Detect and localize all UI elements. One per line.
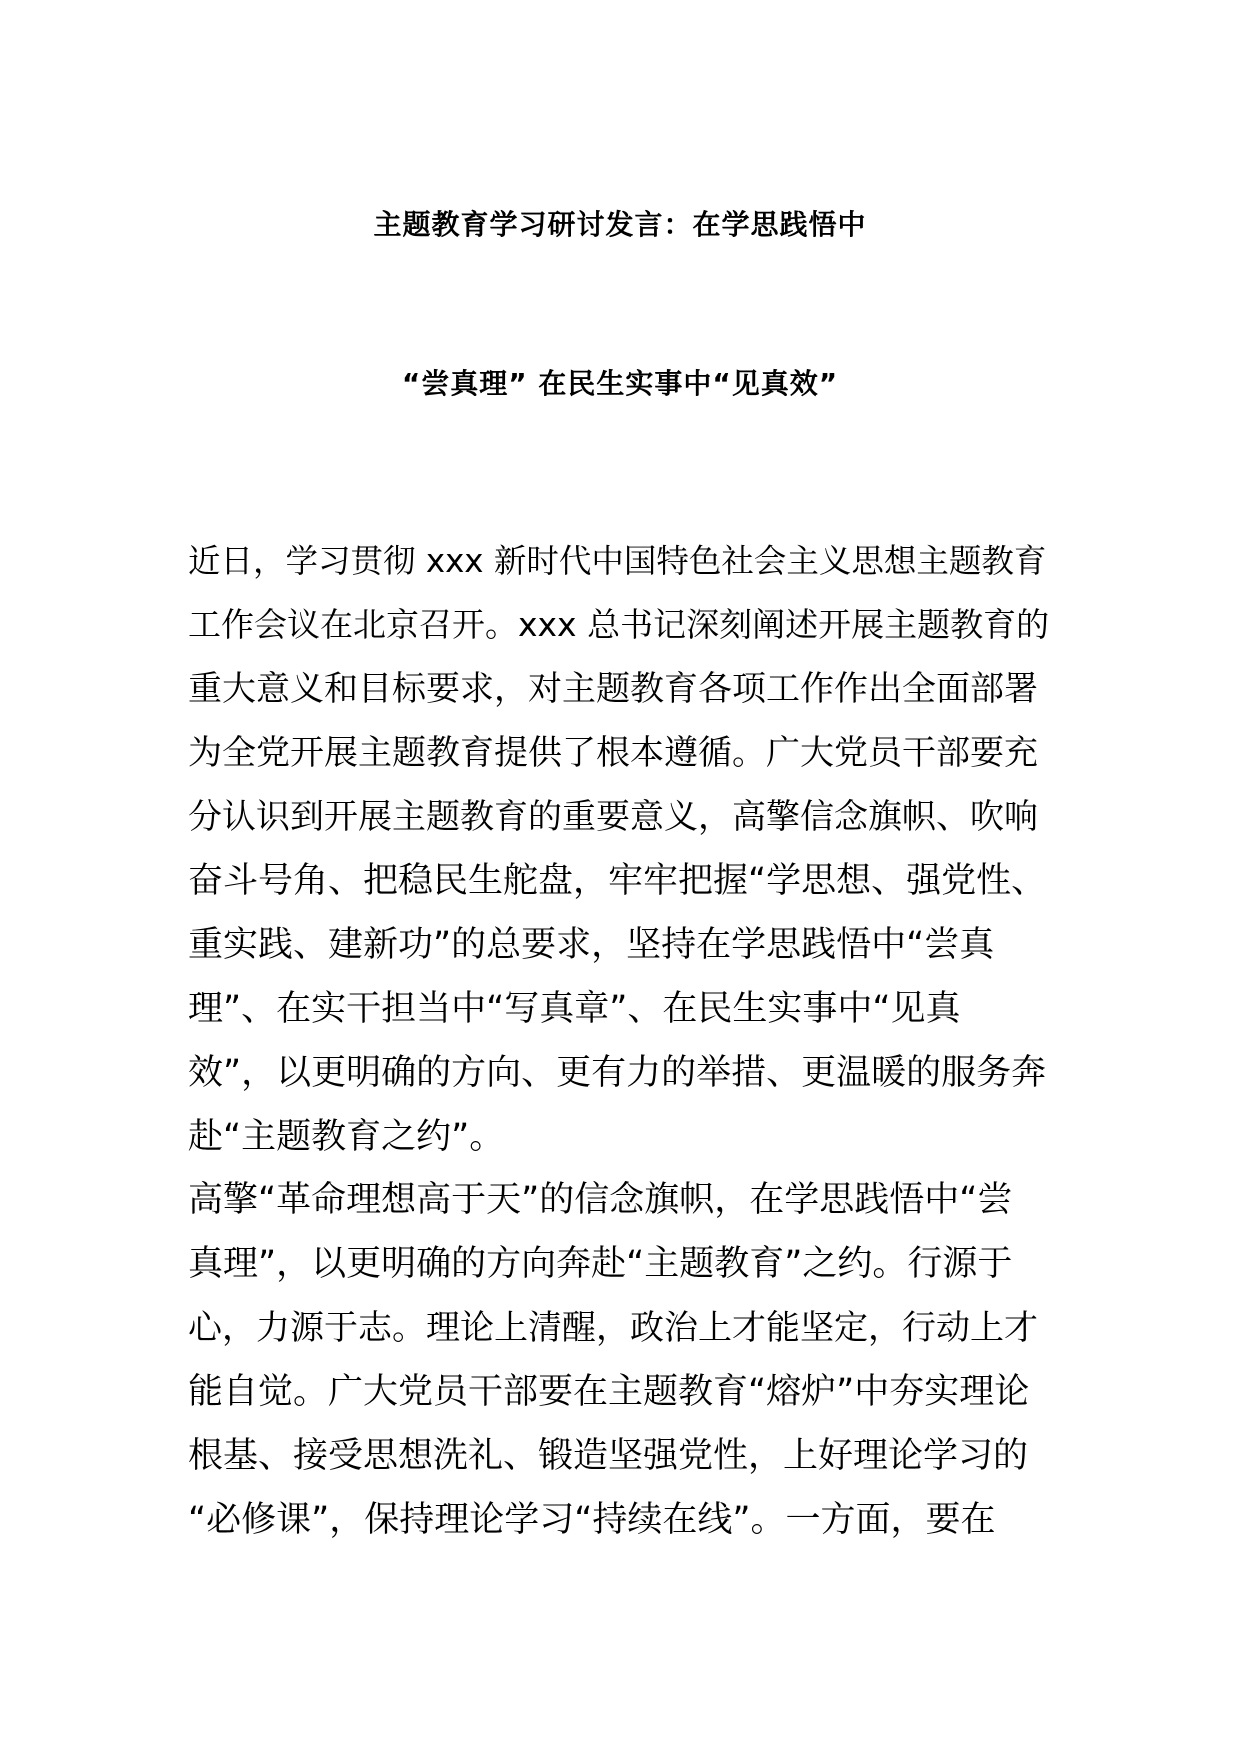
paragraph-line: 近日，学习贯彻 xxx 新时代中国特色社会主义思想主题教育 xyxy=(188,542,1047,580)
paragraph-line: 重大意义和目标要求，对主题教育各项工作作出全面部署 xyxy=(188,669,1038,709)
paragraph-line: 能自觉。广大党员干部要在主题教育“熔炉”中夯实理论 xyxy=(188,1372,1030,1412)
paragraph-line: 分认识到开展主题教育的重要意义，高擎信念旗帜、吹响 xyxy=(188,797,1038,837)
paragraph-line: 理”、在实干担当中“写真章”、在民生实事中“见真 xyxy=(188,989,961,1029)
paragraph-line: 赴“主题教育之约”。 xyxy=(188,1117,505,1157)
document-title-line-1: 主题教育学习研讨发言：在学思践悟中 xyxy=(373,208,867,241)
paragraph-line: 心，力源于志。理论上清醒，政治上才能坚定，行动上才 xyxy=(188,1308,1038,1348)
paragraph-line: 根基、接受思想洗礼、锻造坚强党性，上好理论学习的 xyxy=(188,1436,1029,1476)
document-title-line-2: “尝真理” 在民生实事中“见真效” xyxy=(401,367,839,400)
paragraph-line: 重实践、建新功”的总要求，坚持在学思践悟中“尝真 xyxy=(188,925,995,965)
paragraph-line: 效”，以更明确的方向、更有力的举措、更温暖的服务奔 xyxy=(188,1053,1047,1093)
paragraph-line: 高擎“革命理想高于天”的信念旗帜，在学思践悟中“尝 xyxy=(188,1180,1013,1220)
paragraph-line: 工作会议在北京召开。xxx 总书记深刻阐述开展主题教育的 xyxy=(188,605,1050,644)
paragraph-line: 为全党开展主题教育提供了根本遵循。广大党员干部要充 xyxy=(188,733,1038,773)
paragraph-line: 奋斗号角、把稳民生舵盘，牢牢把握“学思想、强党性、 xyxy=(188,861,1047,901)
paragraph-line: “必修课”，保持理论学习“持续在线”。一方面，要在 xyxy=(188,1500,996,1540)
paragraph-line: 真理”，以更明确的方向奔赴“主题教育”之约。行源于 xyxy=(188,1244,1013,1284)
